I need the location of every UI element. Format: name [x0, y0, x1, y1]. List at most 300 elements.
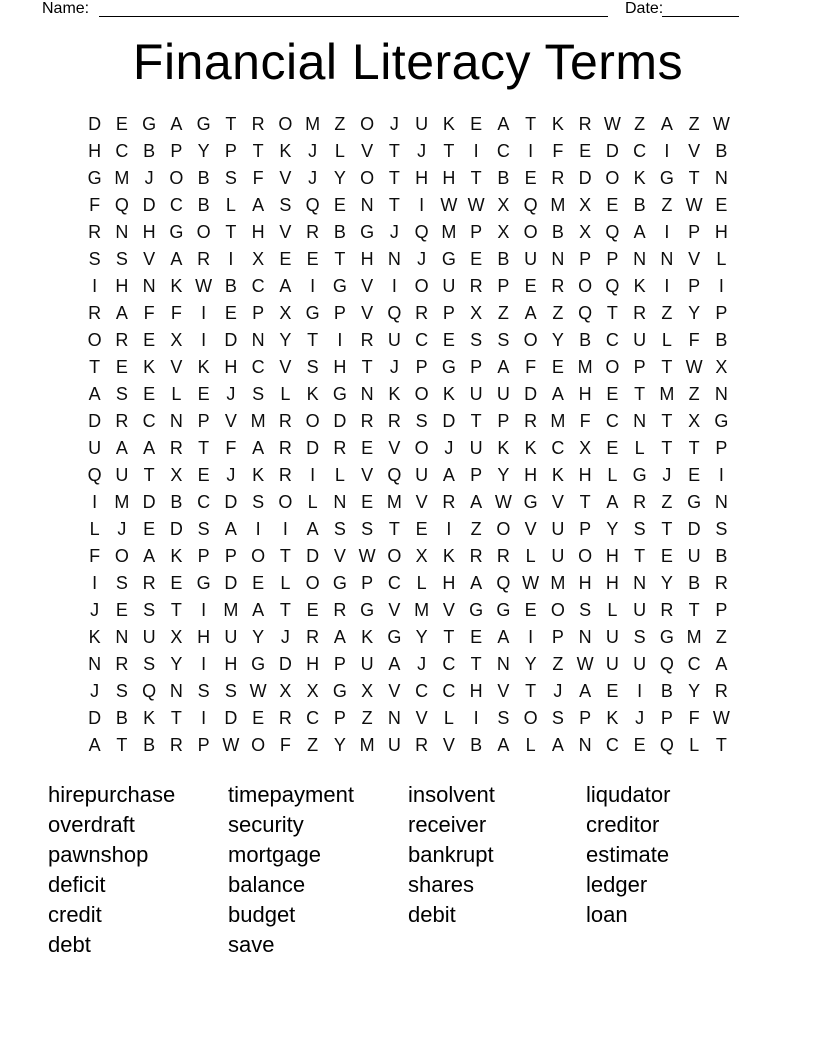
grid-letter: T	[225, 222, 237, 242]
grid-letter: G	[523, 492, 538, 512]
grid-letter: X	[415, 546, 428, 566]
grid-letter: G	[714, 411, 729, 431]
page-title: Financial Literacy Terms	[132, 34, 684, 90]
grid-letter: Z	[661, 303, 673, 323]
grid-letter: G	[332, 384, 347, 404]
grid-letter: F	[279, 735, 291, 755]
grid-letter: V	[551, 492, 564, 512]
grid-letter: R	[142, 573, 156, 593]
grid-letter: D	[169, 519, 183, 539]
grid-letter: D	[278, 654, 292, 674]
grid-letter: C	[251, 357, 265, 377]
grid-letter: F	[225, 438, 237, 458]
grid-letter: I	[310, 465, 316, 485]
grid-letter: R	[551, 168, 565, 188]
grid-letter: O	[414, 276, 429, 296]
grid-letter: N	[169, 681, 183, 701]
grid-letter: T	[606, 303, 618, 323]
grid-letter: A	[333, 627, 346, 647]
grid-letter: T	[470, 168, 482, 188]
grid-letter: L	[525, 546, 536, 566]
grid-letter: B	[143, 735, 156, 755]
grid-letter: J	[226, 384, 236, 404]
grid-letter: T	[715, 735, 727, 755]
grid-letter: U	[524, 249, 538, 269]
grid-letter: K	[388, 384, 401, 404]
grid-letter: N	[714, 384, 728, 404]
grid-letter: R	[387, 411, 401, 431]
grid-letter: P	[197, 546, 210, 566]
grid-letter: T	[170, 708, 182, 728]
grid-letter: H	[360, 249, 374, 269]
grid-letter: I	[92, 492, 98, 512]
grid-letter: D	[224, 492, 238, 512]
grid-letter: U	[633, 600, 647, 620]
grid-letter: E	[688, 465, 701, 485]
grid-letter: A	[715, 654, 728, 674]
grid-letter: O	[305, 573, 320, 593]
grid-letter: G	[659, 168, 674, 188]
grid-letter: E	[524, 600, 537, 620]
grid-letter: E	[470, 249, 483, 269]
grid-letter: T	[388, 519, 400, 539]
grid-letter: C	[415, 681, 429, 701]
grid-letter: T	[170, 600, 182, 620]
grid-letter: T	[661, 519, 673, 539]
grid-letter: V	[442, 600, 455, 620]
grid-letter: W	[603, 114, 621, 134]
grid-letter: F	[688, 708, 700, 728]
word-list-column	[586, 780, 670, 930]
grid-letter: R	[469, 276, 483, 296]
grid-letter: O	[414, 384, 429, 404]
grid-letter: B	[224, 276, 237, 296]
grid-letter: C	[687, 654, 701, 674]
grid-letter: Z	[661, 492, 673, 512]
grid-letter: H	[224, 357, 238, 377]
grid-letter: H	[197, 627, 211, 647]
grid-letter: B	[715, 330, 728, 350]
grid-letter: O	[169, 168, 184, 188]
grid-letter: C	[306, 708, 320, 728]
grid-letter: K	[442, 384, 455, 404]
grid-letter: L	[607, 465, 618, 485]
grid-letter: T	[361, 357, 373, 377]
grid-letter: E	[579, 141, 592, 161]
grid-letter: R	[415, 303, 429, 323]
grid-letter: M	[114, 492, 130, 512]
grid-letter: A	[252, 438, 265, 458]
grid-letter: L	[334, 141, 345, 161]
grid-letter: M	[550, 195, 566, 215]
grid-letter: F	[143, 303, 155, 323]
grid-letter: S	[333, 519, 346, 539]
grid-letter: Z	[307, 735, 319, 755]
grid-letter: I	[201, 708, 207, 728]
word-list-item: creditor	[586, 811, 660, 837]
grid-letter: T	[334, 249, 346, 269]
grid-letter: I	[201, 330, 207, 350]
grid-letter: Q	[605, 222, 620, 242]
grid-letter: U	[605, 654, 619, 674]
grid-letter: D	[524, 384, 538, 404]
grid-letter: P	[170, 141, 183, 161]
grid-letter: V	[442, 735, 455, 755]
grid-letter: H	[442, 168, 456, 188]
grid-letter: E	[115, 114, 128, 134]
grid-letter: N	[360, 195, 374, 215]
grid-letter: E	[306, 600, 319, 620]
grid-letter: T	[688, 600, 700, 620]
grid-letter: L	[416, 573, 427, 593]
grid-letter: I	[310, 276, 316, 296]
grid-letter: E	[633, 735, 646, 755]
grid-letter: C	[169, 195, 183, 215]
grid-letter: J	[444, 438, 454, 458]
grid-letter: A	[143, 546, 156, 566]
grid-letter: X	[252, 249, 265, 269]
grid-letter: V	[415, 708, 428, 728]
grid-letter: X	[688, 411, 701, 431]
word-list	[48, 780, 788, 970]
grid-letter: W	[522, 573, 540, 593]
grid-letter: G	[169, 222, 184, 242]
grid-letter: X	[470, 303, 483, 323]
grid-letter: C	[415, 330, 429, 350]
grid-letter: E	[143, 330, 156, 350]
word-list-item: debit	[408, 901, 456, 927]
grid-letter: R	[169, 735, 183, 755]
name-label: Name:	[42, 0, 90, 17]
grid-letter: H	[442, 573, 456, 593]
grid-letter: C	[442, 681, 456, 701]
grid-letter: G	[142, 114, 157, 134]
grid-letter: W	[712, 708, 730, 728]
grid-letter: X	[170, 627, 183, 647]
grid-letter: H	[578, 573, 592, 593]
grid-letter: C	[633, 141, 647, 161]
grid-letter: A	[497, 357, 510, 377]
grid-letter: Z	[661, 195, 673, 215]
grid-letter: Z	[688, 114, 700, 134]
grid-letter: A	[170, 114, 183, 134]
grid-letter: M	[386, 492, 402, 512]
grid-letter: Y	[688, 681, 701, 701]
grid-letter: A	[497, 114, 510, 134]
grid-letter: S	[115, 384, 128, 404]
grid-letter: D	[88, 708, 102, 728]
grid-letter: A	[524, 303, 537, 323]
grid-letter: U	[387, 330, 401, 350]
grid-letter: V	[361, 303, 374, 323]
grid-letter: B	[579, 330, 592, 350]
grid-letter: T	[634, 546, 646, 566]
grid-letter: P	[197, 735, 210, 755]
grid-letter: M	[414, 600, 430, 620]
grid-letter: K	[143, 357, 156, 377]
grid-letter: N	[360, 384, 374, 404]
grid-letter: E	[606, 384, 619, 404]
grid-letter: V	[333, 546, 346, 566]
grid-letter: Y	[688, 303, 701, 323]
grid-letter: R	[578, 114, 592, 134]
grid-letter: Q	[578, 303, 593, 323]
grid-letter: M	[550, 573, 566, 593]
grid-letter: K	[361, 627, 374, 647]
grid-letter: N	[633, 411, 647, 431]
grid-letter: O	[305, 411, 320, 431]
grid-letter: Z	[634, 114, 646, 134]
grid-letter: U	[142, 627, 156, 647]
grid-letter: N	[387, 249, 401, 269]
grid-letter: A	[306, 519, 319, 539]
letter-grid	[81, 111, 735, 759]
grid-letter: R	[115, 654, 129, 674]
grid-letter: R	[496, 546, 510, 566]
grid-letter: D	[306, 438, 320, 458]
grid-letter: D	[142, 195, 156, 215]
grid-letter: I	[337, 330, 343, 350]
word-list-item: pawnshop	[48, 841, 149, 867]
grid-letter: U	[496, 384, 510, 404]
grid-letter: J	[417, 249, 427, 269]
grid-letter: V	[279, 168, 292, 188]
grid-letter: I	[201, 600, 207, 620]
grid-letter: H	[88, 141, 102, 161]
grid-letter: S	[579, 600, 592, 620]
grid-letter: B	[197, 168, 210, 188]
grid-letter: U	[442, 276, 456, 296]
grid-letter: Q	[142, 681, 157, 701]
grid-letter: D	[578, 168, 592, 188]
grid-letter: Q	[659, 654, 674, 674]
grid-letter: N	[633, 573, 647, 593]
grid-letter: O	[387, 546, 402, 566]
grid-letter: K	[497, 438, 510, 458]
grid-letter: P	[497, 411, 510, 431]
grid-letter: X	[170, 330, 183, 350]
grid-letter: S	[252, 384, 265, 404]
grid-letter: D	[88, 411, 102, 431]
grid-letter: V	[415, 492, 428, 512]
grid-letter: C	[496, 141, 510, 161]
grid-letter: O	[414, 438, 429, 458]
grid-letter: L	[171, 384, 182, 404]
grid-letter: R	[306, 627, 320, 647]
grid-letter: E	[279, 249, 292, 269]
grid-letter: E	[170, 573, 183, 593]
grid-letter: L	[525, 735, 536, 755]
grid-letter: Y	[197, 141, 210, 161]
grid-letter: K	[252, 465, 265, 485]
grid-letter: A	[497, 735, 510, 755]
grid-letter: S	[470, 330, 483, 350]
grid-letter: R	[278, 411, 292, 431]
grid-letter: Y	[333, 168, 346, 188]
grid-letter: A	[497, 627, 510, 647]
grid-letter: S	[306, 357, 319, 377]
grid-letter: R	[115, 411, 129, 431]
grid-letter: U	[469, 438, 483, 458]
grid-letter: H	[142, 222, 156, 242]
grid-letter: L	[689, 735, 700, 755]
grid-letter: G	[360, 222, 375, 242]
grid-letter: H	[115, 276, 129, 296]
grid-letter: N	[169, 411, 183, 431]
grid-letter: K	[633, 168, 646, 188]
grid-letter: U	[415, 465, 429, 485]
grid-letter: P	[551, 627, 564, 647]
grid-letter: R	[88, 222, 102, 242]
grid-letter: Z	[361, 708, 373, 728]
grid-letter: L	[334, 465, 345, 485]
grid-letter: R	[551, 276, 565, 296]
grid-letter: Y	[252, 627, 265, 647]
grid-letter: K	[170, 276, 183, 296]
grid-letter: J	[280, 627, 290, 647]
grid-letter: A	[442, 465, 455, 485]
grid-letter: I	[637, 681, 643, 701]
grid-letter: S	[252, 492, 265, 512]
grid-letter: Z	[715, 627, 727, 647]
grid-letter: M	[250, 411, 266, 431]
grid-letter: K	[524, 438, 537, 458]
grid-letter: B	[551, 222, 564, 242]
grid-letter: I	[255, 519, 261, 539]
grid-letter: S	[88, 249, 101, 269]
grid-letter: U	[387, 735, 401, 755]
word-list-item: liqudator	[586, 782, 671, 807]
word-list-item: loan	[586, 901, 628, 927]
grid-letter: M	[550, 411, 566, 431]
grid-letter: X	[361, 681, 374, 701]
grid-letter: R	[169, 438, 183, 458]
grid-letter: R	[278, 708, 292, 728]
grid-letter: Q	[659, 735, 674, 755]
grid-letter: A	[551, 735, 564, 755]
grid-letter: K	[306, 384, 319, 404]
grid-letter: E	[470, 114, 483, 134]
grid-letter: Z	[470, 519, 482, 539]
grid-letter: D	[333, 411, 347, 431]
grid-letter: G	[196, 573, 211, 593]
grid-letter: J	[144, 168, 154, 188]
grid-letter: W	[576, 654, 594, 674]
grid-letter: G	[496, 600, 511, 620]
grid-letter: X	[579, 438, 592, 458]
grid-letter: O	[605, 168, 620, 188]
grid-letter: D	[224, 708, 238, 728]
grid-letter: H	[306, 654, 320, 674]
grid-letter: I	[282, 519, 288, 539]
grid-letter: E	[143, 519, 156, 539]
grid-letter: B	[688, 573, 701, 593]
grid-letter: A	[115, 438, 128, 458]
grid-letter: R	[442, 492, 456, 512]
grid-letter: X	[579, 195, 592, 215]
grid-letter: M	[114, 168, 130, 188]
grid-letter: Y	[170, 654, 183, 674]
grid-letter: D	[88, 114, 102, 134]
grid-letter: H	[524, 465, 538, 485]
grid-letter: A	[606, 492, 619, 512]
grid-letter: G	[332, 573, 347, 593]
grid-letter: T	[388, 141, 400, 161]
word-list-item: overdraft	[48, 811, 135, 837]
grid-letter: M	[359, 735, 375, 755]
grid-letter: Q	[523, 195, 538, 215]
grid-letter: P	[333, 654, 346, 674]
grid-letter: P	[579, 519, 592, 539]
grid-letter: K	[551, 465, 564, 485]
grid-letter: E	[252, 573, 265, 593]
grid-letter: O	[114, 546, 129, 566]
grid-letter: P	[224, 546, 237, 566]
grid-letter: C	[551, 438, 565, 458]
grid-letter: V	[688, 141, 701, 161]
grid-letter: U	[224, 627, 238, 647]
grid-letter: J	[553, 681, 563, 701]
grid-letter: C	[142, 411, 156, 431]
grid-letter: E	[415, 519, 428, 539]
grid-letter: B	[115, 708, 128, 728]
grid-letter: W	[712, 114, 730, 134]
grid-letter: A	[252, 195, 265, 215]
grid-letter: E	[197, 465, 210, 485]
grid-letter: E	[306, 249, 319, 269]
grid-letter: D	[442, 411, 456, 431]
word-list-item: mortgage	[228, 841, 321, 867]
grid-letter: E	[224, 303, 237, 323]
grid-letter: O	[278, 114, 293, 134]
grid-letter: D	[224, 330, 238, 350]
name-blank-line	[99, 15, 608, 17]
grid-letter: K	[143, 708, 156, 728]
grid-letter: K	[197, 357, 210, 377]
grid-letter: C	[387, 573, 401, 593]
grid-letter: F	[525, 357, 537, 377]
grid-letter: H	[251, 222, 265, 242]
grid-letter: N	[551, 249, 565, 269]
grid-letter: S	[143, 654, 156, 674]
grid-letter: D	[142, 492, 156, 512]
grid-letter: F	[89, 546, 101, 566]
grid-letter: R	[115, 330, 129, 350]
grid-letter: J	[90, 600, 100, 620]
grid-letter: N	[115, 627, 129, 647]
grid-letter: T	[470, 654, 482, 674]
grid-letter: V	[688, 249, 701, 269]
grid-letter: Y	[333, 735, 346, 755]
grid-letter: X	[715, 357, 728, 377]
grid-letter: S	[115, 681, 128, 701]
grid-letter: U	[551, 546, 565, 566]
grid-letter: C	[605, 411, 619, 431]
grid-letter: S	[715, 519, 728, 539]
grid-letter: I	[473, 141, 479, 161]
grid-letter: Q	[387, 465, 402, 485]
grid-letter: T	[443, 141, 455, 161]
grid-letter: W	[494, 492, 512, 512]
grid-letter: Q	[387, 303, 402, 323]
word-list-column	[48, 780, 175, 959]
grid-letter: H	[469, 681, 483, 701]
grid-letter: B	[715, 546, 728, 566]
word-list-column	[228, 780, 354, 959]
grid-letter: G	[332, 276, 347, 296]
grid-letter: Q	[414, 222, 429, 242]
word-list-item: timepayment	[228, 782, 354, 807]
